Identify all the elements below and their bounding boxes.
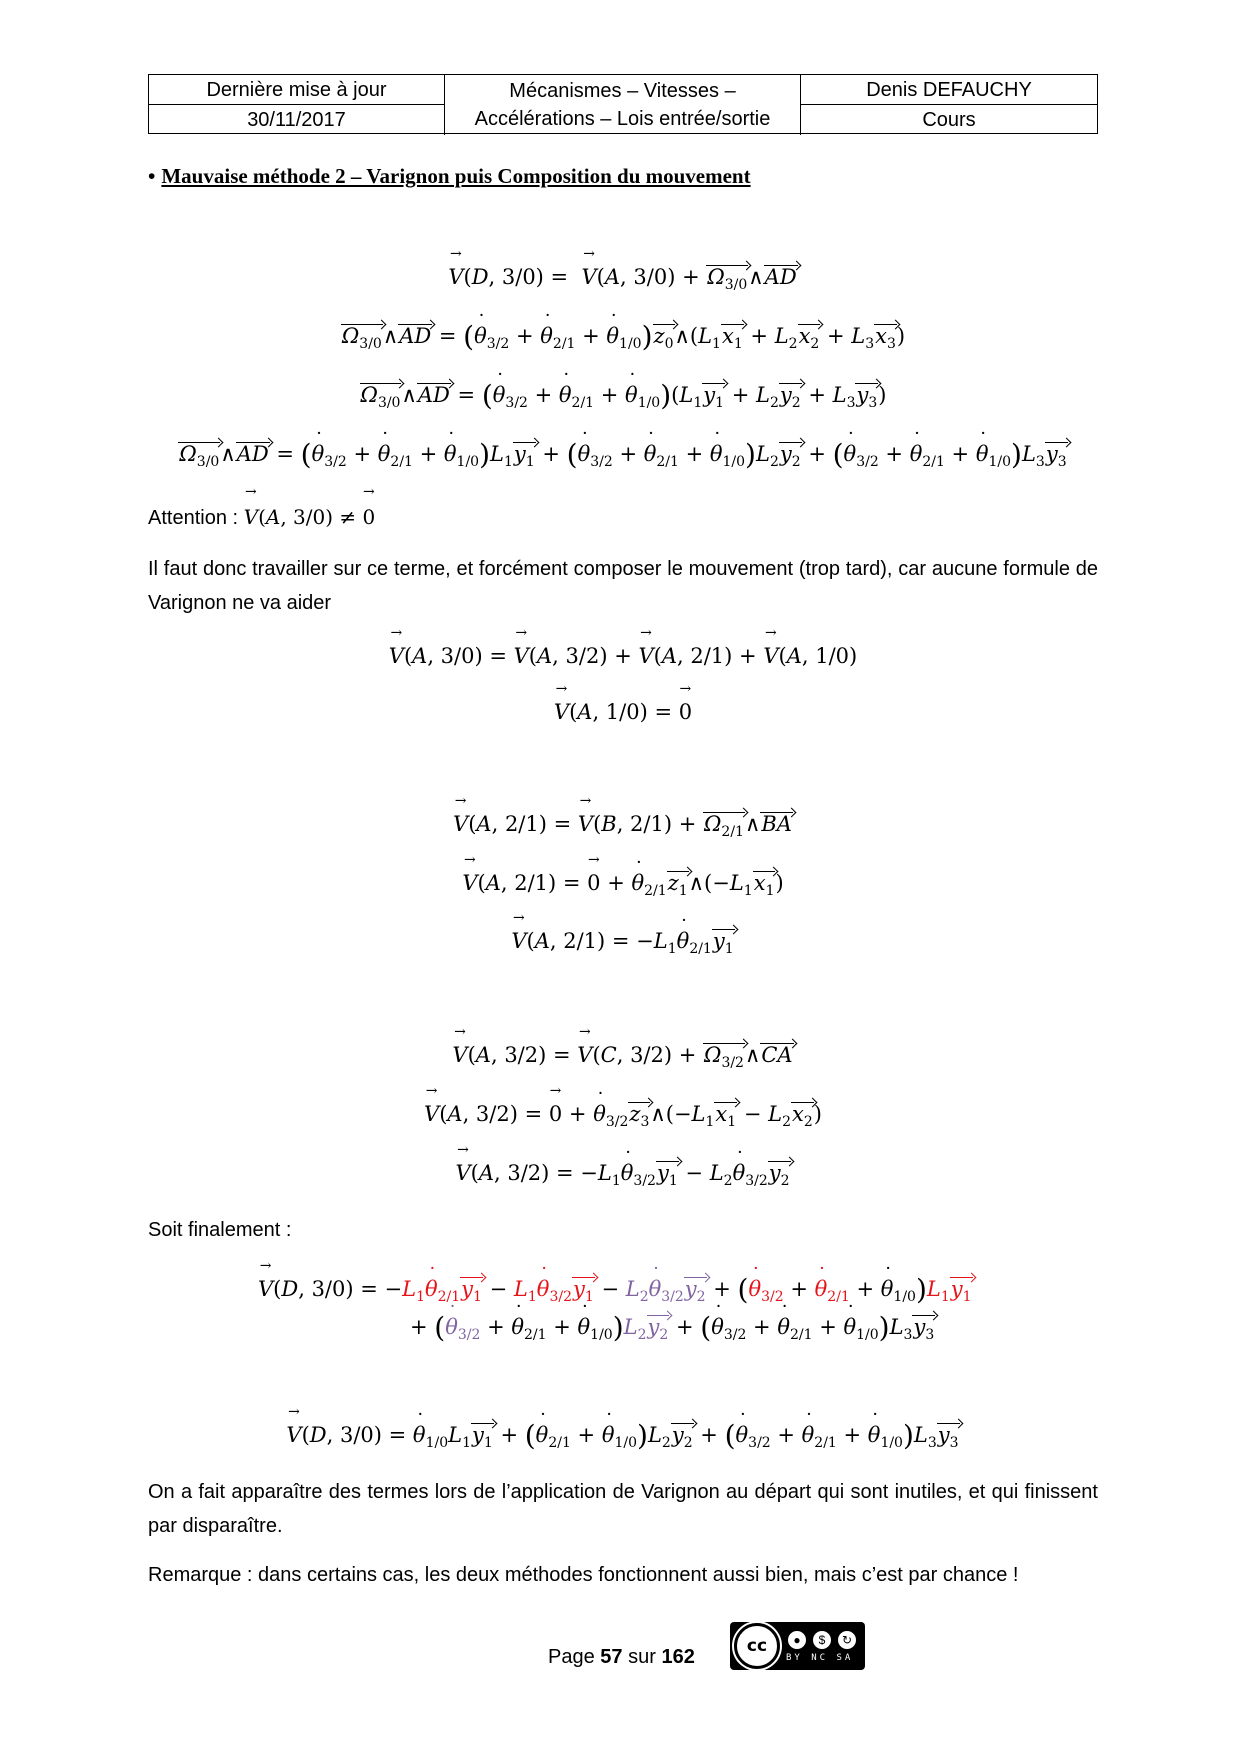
equation-13b: + (˙ $\theta_{3/2}$ + ˙ $\theta_{2/1}$ + ˙ $\theta_{1/0})L_2y_2$ + (˙ $\theta_{3/2}$ + ˙ $\theta_{2/1}$ + ˙ $\theta_{1/0})L_3y_3$ [410,1312,1110,1343]
page-number: 57 [600,1646,623,1668]
equation-2: $\Omega_{3/0}\wedge AD$ = (˙ $\theta_{3/2}$ + ˙ $\theta_{2/1}$ + ˙ $\theta_{1/0})z_0\wedge(L_1x_1 + L_2x_2 + L_3x_3)$ [148,321,1098,352]
share-alike-icon: ↻ [836,1629,858,1651]
equation-9: → V(A, $2/1) = -L_1˙$ $\theta_{2/1}y_1$ [148,926,1098,956]
bullet-icon: • [148,165,156,188]
page-sep: sur [628,1646,656,1668]
subject-line-1: Mécanismes – Vitesses – [509,80,736,102]
subject-title [445,75,801,135]
no-dollar-icon: $ [811,1629,833,1651]
remarque: Remarque : dans certains cas, les deux méthodes fonctionnent aussi bien, mais c’est par chance ! [148,1564,1019,1586]
section-title [148,164,751,189]
attention-line: Attention : → V(A, 3/0) ≠ → 0 [148,500,1098,535]
author: Denis DEFAUCHY [801,75,1097,105]
last-update-label: Dernière mise à jour [149,75,445,105]
equation-8: → V(A, 2/1) = → 0 + ˙ $\theta_{2/1}z_1\wedge(-L_1x_1)$ [148,868,1098,898]
attention-label: Attention : [148,507,239,529]
equation-5: → V(A, 3/0) = → V(A, 3/2) + → V(A, 2/1) + → V(A, 1/0) [148,641,1098,671]
equation-1: → V(D, 3/0) = → V(A, $3/0) + \Omega_{3/0}\wedge AD$ [148,262,1098,292]
section-title-text: Mauvaise méthode 2 – Varignon puis Composition du mouvement [161,164,751,188]
equation-12: → V(A, $3/2) = -L_1˙$ $\theta_{3/2}y_1$ − $L_2˙$ $\theta_{3/2}y_2$ [148,1158,1098,1188]
equation-3: $\Omega_{3/0}\wedge AD$ = (˙ $\theta_{3/2}$ + ˙ $\theta_{2/1}$ + ˙ $\theta_{1/0})(L_1y_1 + L_2y_2 + L_3y_3)$ [148,380,1098,411]
header-table [148,74,1098,134]
cc-icon: cc [734,1623,780,1669]
update-date: 30/11/2017 [149,105,445,135]
equation-4: $\Omega_{3/0}\wedge AD$ = (˙ $\theta_{3/2}$ + ˙ $\theta_{2/1}$ + ˙ $\theta_{1/0})L_1y_1$ + (˙ $\theta_{3/2}$ + ˙ $\theta_{2/1}$ + ˙ $\theta_{1/0})L_2y_2$ + (˙ $\theta_{3/2}$ + ˙ $\theta_{2/1}$ + ˙ $\theta_{1/0})L_3y_3$ [148,439,1098,470]
equation-14: → V(D, 3/0) = ˙ $\theta_{1/0}L_1y_1$ + (˙ $\theta_{2/1}$ + ˙ $\theta_{1/0})L_2y_2$ + (˙ $\theta_{3/2}$ + ˙ $\theta_{2/1}$ + ˙ $\theta_{1/0})L_3y_3$ [148,1420,1098,1451]
page-total: 162 [661,1646,695,1668]
page-prefix: Page [548,1646,595,1668]
page-footer [548,1646,695,1669]
paragraph-2: On a fait apparaître des termes lors de l’application de Varignon au départ qui sont inutiles, et qui finissent par disparaître. [148,1481,1098,1537]
equation-13a: → V(D, $3/0) = -L_1˙$ $\theta_{2/1}y_1$ − $L_1˙$ $\theta_{3/2}y_1$ − $L_2˙$ $\theta_{3/2}y_2$ + (˙ $\theta_{3/2}$ + ˙ $\theta_{2/1}$ + ˙ $\theta_{1/0})L_1y_1$ [258,1274,1058,1305]
soit-finalement: Soit finalement : [148,1219,292,1241]
equation-11: → V(A, 3/2) = → 0 + ˙ $\theta_{3/2}z_3\wedge(-L_1x_1 - L_2x_2)$ [148,1099,1098,1129]
equation-10: → V(A, 3/2) = → V(C, $3/2) + \Omega_{3/2}\wedge CA$ [148,1040,1098,1070]
license-labels: BY NC SA [786,1653,854,1663]
equation-6: → V(A, 1/0) = → 0 [148,697,1098,727]
paragraph-1: Il faut donc travailler sur ce terme, et forcément composer le mouvement (trop tard), car aucune formule de Varignon ne va aider [148,558,1098,614]
equation-7: → V(A, 2/1) = → V(B, $2/1) + \Omega_{2/1}\wedge BA$ [148,809,1098,839]
cc-license-logo [730,1622,865,1670]
doc-type: Cours [922,109,976,131]
subject-line-2: Accélérations – Lois entrée/sortie [474,108,771,130]
person-icon: ● [786,1629,808,1651]
